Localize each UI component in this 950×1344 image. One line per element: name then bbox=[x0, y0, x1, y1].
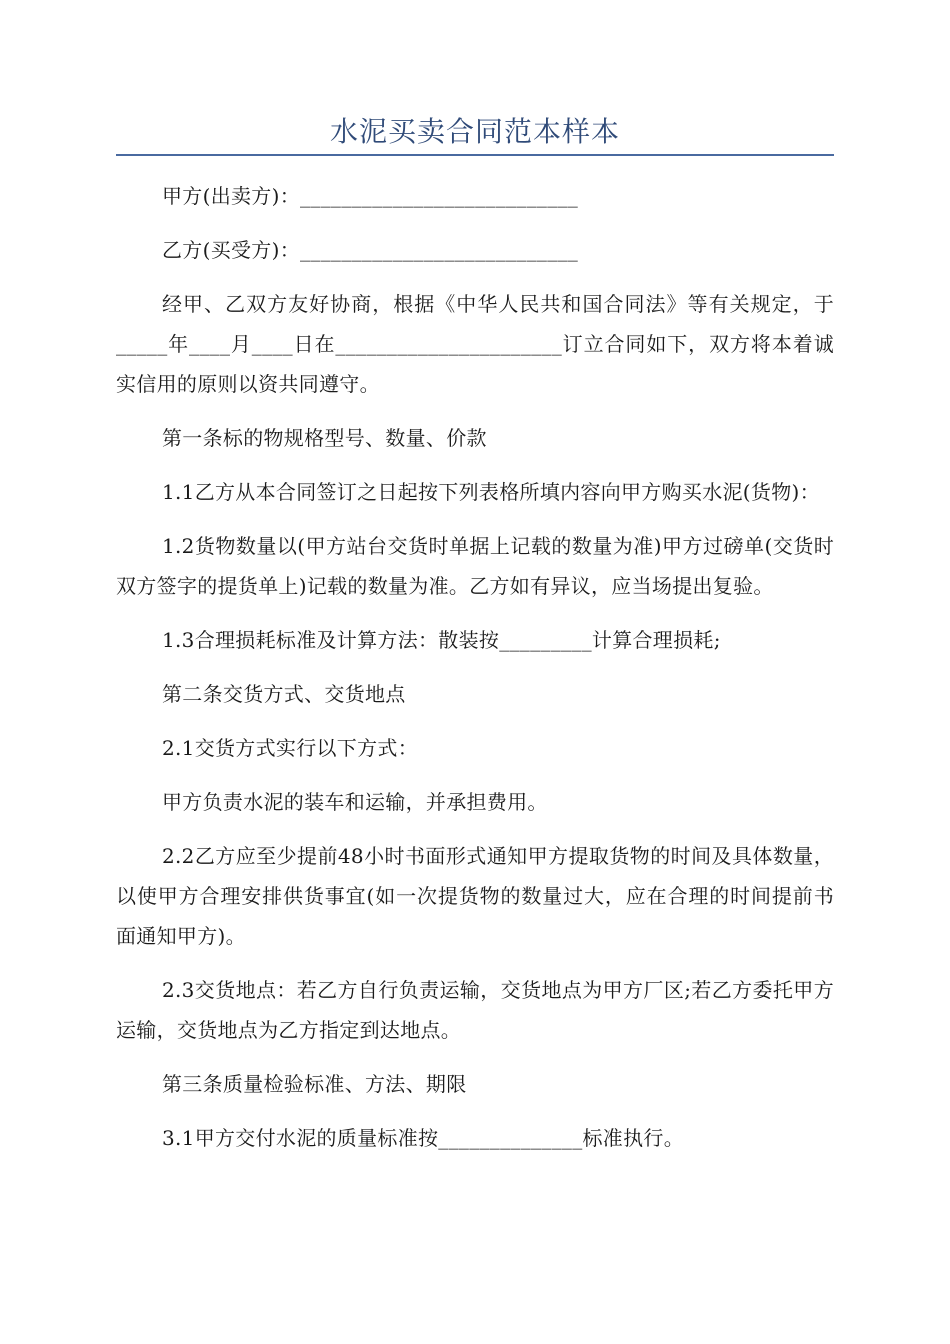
article-2-heading: 第二条交货方式、交货地点 bbox=[162, 682, 406, 706]
title-underline bbox=[116, 154, 834, 156]
clause-1-2: 1.2货物数量以(甲方站台交货时单据上记载的数量为准)甲方过磅单(交货时双方签字的提货单上)记载的数量为准。乙方如有异议，应当场提出复验。 bbox=[116, 534, 834, 598]
article-3-heading: 第三条质量检验标准、方法、期限 bbox=[162, 1072, 467, 1096]
clause-1-1: 1.1乙方从本合同签订之日起按下列表格所填内容向甲方购买水泥(货物)： bbox=[162, 480, 820, 504]
party-b-line: 乙方(买受方)：___________________________ bbox=[162, 238, 579, 262]
article-1-heading: 第一条标的物规格型号、数量、价款 bbox=[162, 426, 487, 450]
preamble-paragraph: 经甲、乙双方友好协商，根据《中华人民共和国合同法》等有关规定，于_____年____月____日在______________________订立合同如下，双方将本着诚实信用的原则以资共同遵守。 bbox=[116, 292, 834, 396]
clause-2-1: 2.1交货方式实行以下方式： bbox=[162, 736, 419, 760]
clause-2-2: 2.2乙方应至少提前48小时书面形式通知甲方提取货物的时间及具体数量，以使甲方合理安排供货事宜(如一次提货物的数量过大，应在合理的时间提前书面通知甲方)。 bbox=[116, 844, 834, 948]
document-title: 水泥买卖合同范本样本 bbox=[329, 115, 620, 148]
clause-2-1-detail: 甲方负责水泥的装车和运输，并承担费用。 bbox=[162, 790, 548, 814]
clause-3-1: 3.1甲方交付水泥的质量标准按______________标准执行。 bbox=[162, 1126, 685, 1150]
clause-2-3: 2.3交货地点：若乙方自行负责运输，交货地点为甲方厂区;若乙方委托甲方运输，交货地点为乙方指定到达地点。 bbox=[116, 978, 834, 1042]
document-body bbox=[116, 176, 834, 1172]
party-a-line: 甲方(出卖方)：___________________________ bbox=[162, 184, 579, 208]
clause-1-3: 1.3合理损耗标准及计算方法：散装按_________计算合理损耗; bbox=[162, 628, 721, 652]
